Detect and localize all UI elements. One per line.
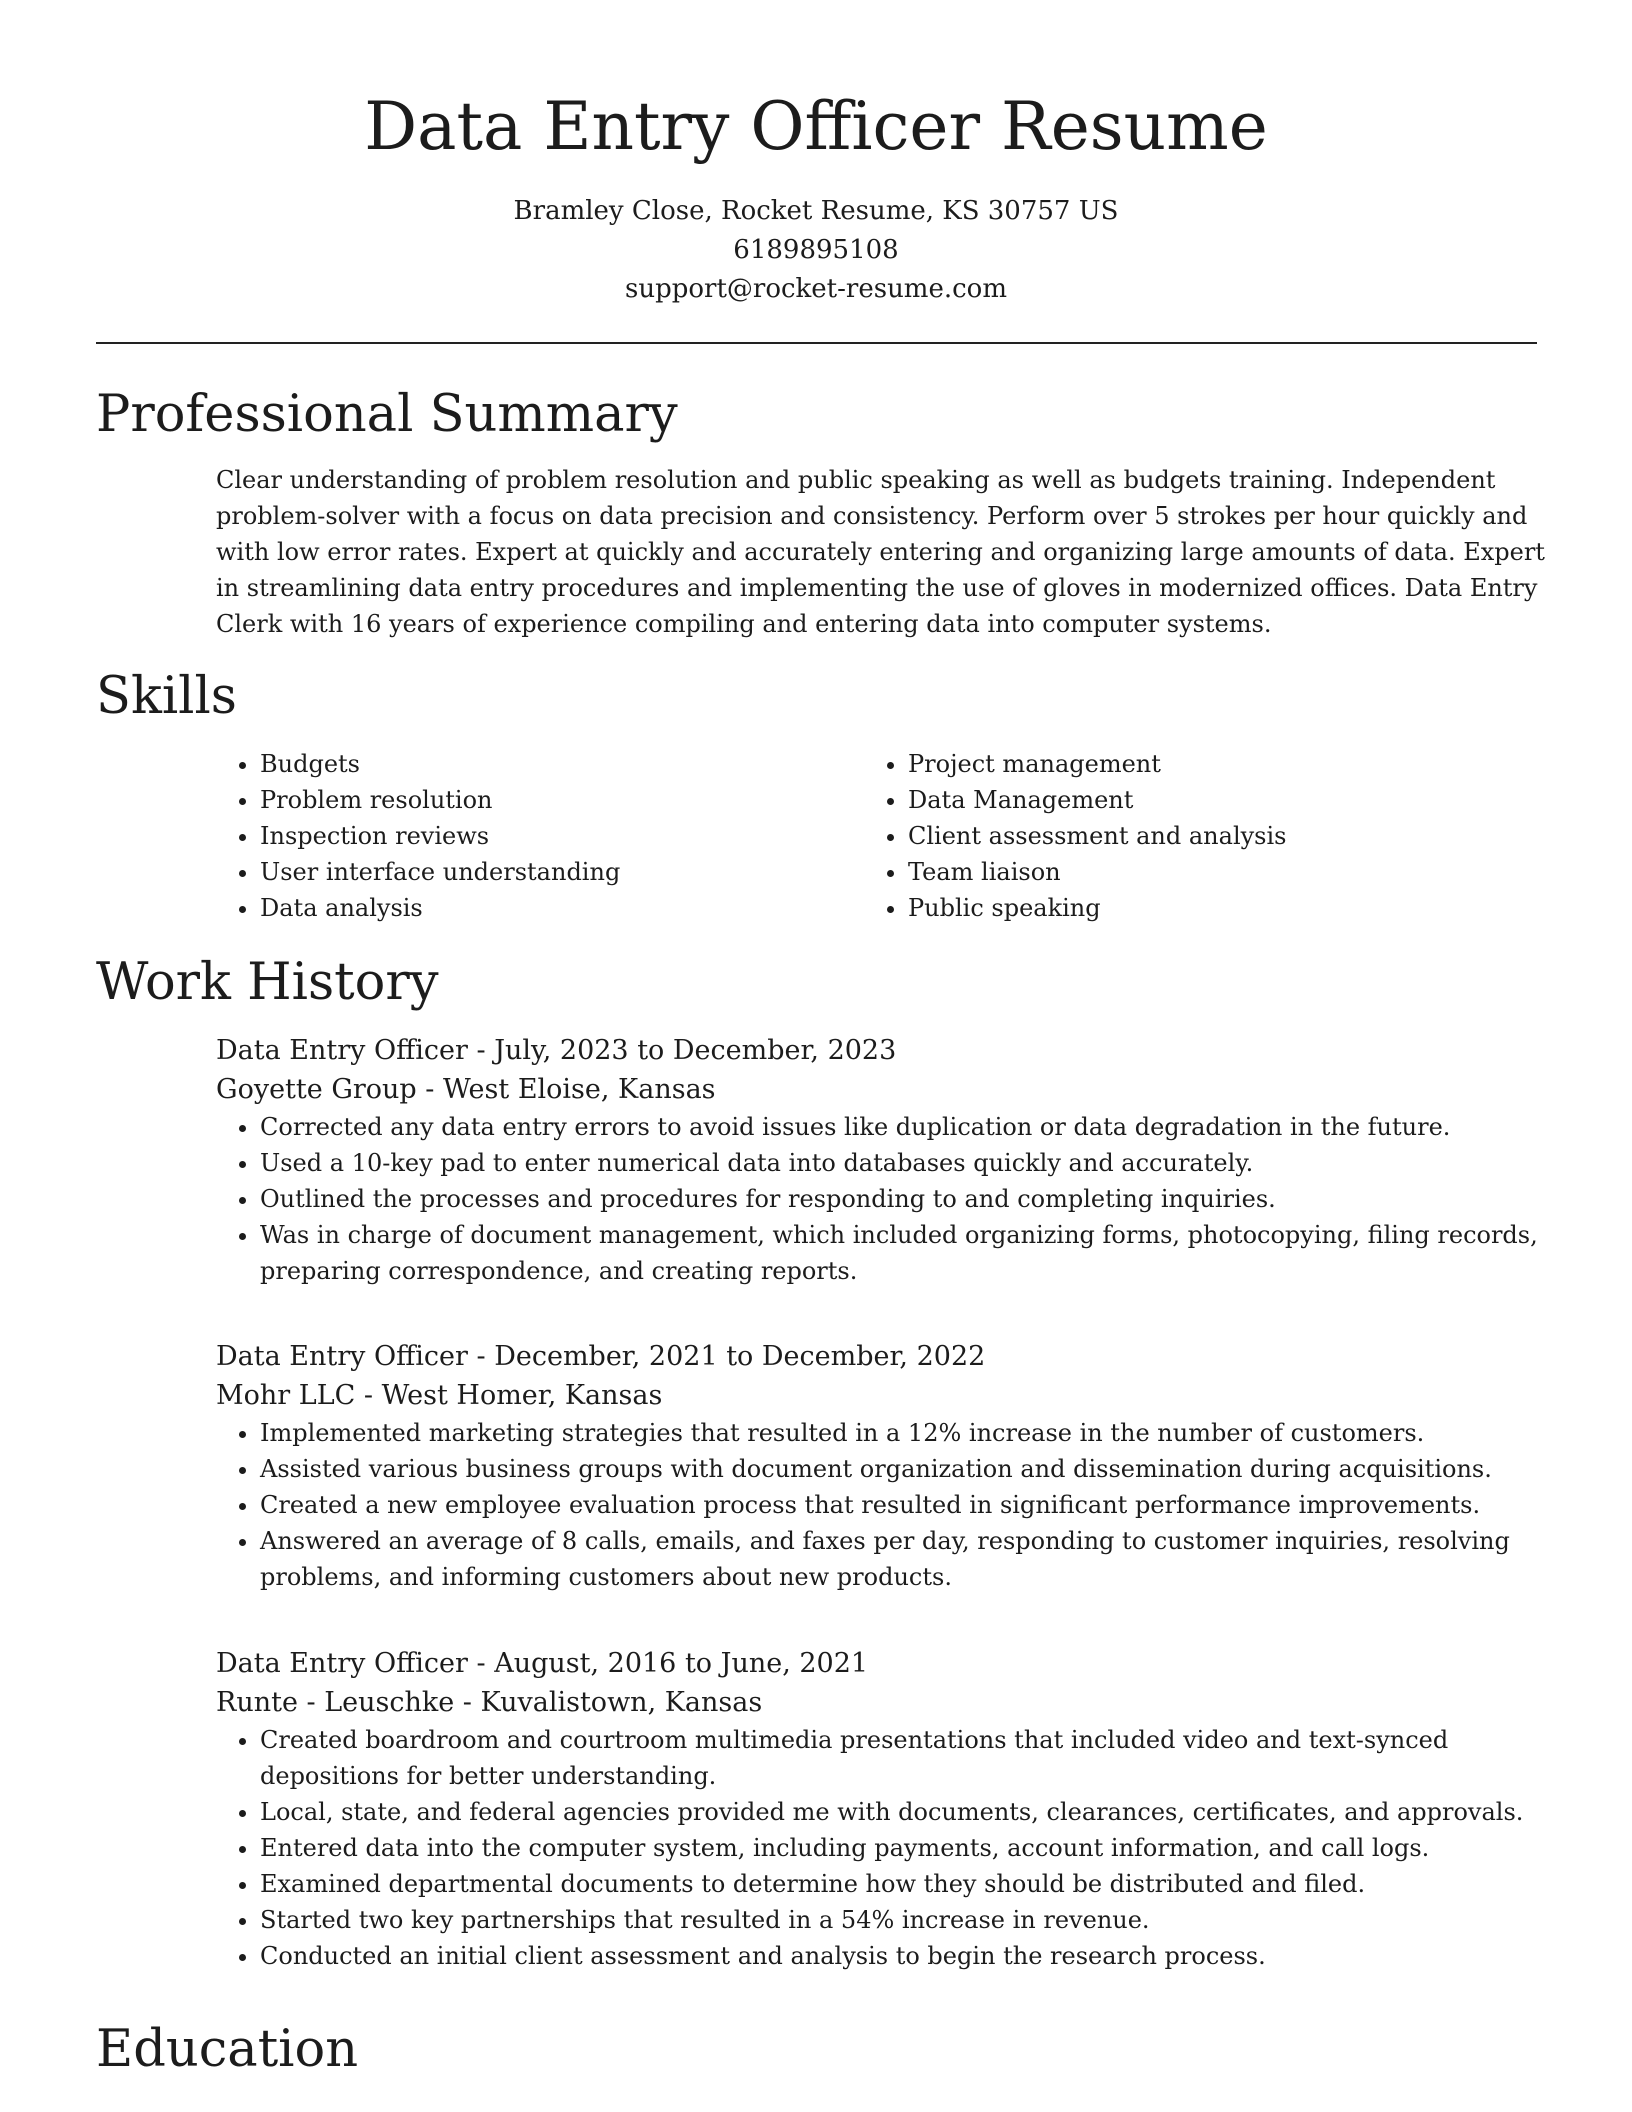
job-entry [216, 1644, 1546, 1974]
job-entry [216, 1337, 1546, 1595]
job-title-line: Data Entry Officer - August, 2016 to June, 2021 [216, 1648, 869, 1679]
job-title-line: Data Entry Officer - July, 2023 to December, 2023 [216, 1035, 897, 1066]
work-history-heading: Work History [96, 953, 439, 1012]
skill-item: • Data analysis [260, 890, 864, 926]
skill-item: • Team liaison [908, 854, 1512, 890]
skill-item: • Inspection reviews [260, 818, 864, 854]
contact-info [0, 192, 1632, 309]
job-bullet: • Created boardroom and courtroom multimedia presentations that included video and text-synced depositions for better understanding. [260, 1722, 1546, 1794]
job-bullet: • Started two key partnerships that resulted in a 54% increase in revenue. [260, 1902, 1546, 1938]
skills-column-left [216, 746, 864, 926]
email: support@rocket-resume.com [624, 274, 1007, 304]
skills-list [216, 746, 1546, 926]
job-bullet: • Answered an average of 8 calls, emails, and faxes per day, responding to customer inquiries, resolving problems, and informing customers about new products. [260, 1523, 1546, 1595]
job-bullet: • Entered data into the computer system, including payments, account information, and call logs. [260, 1830, 1546, 1866]
job-title-line: Data Entry Officer - December, 2021 to December, 2022 [216, 1341, 986, 1372]
job-bullet: • Created a new employee evaluation process that resulted in significant performance improvements. [260, 1487, 1546, 1523]
job-bullet: • Conducted an initial client assessment and analysis to begin the research process. [260, 1938, 1546, 1974]
skill-item: • Budgets [260, 746, 864, 782]
job-company-line: Mohr LLC - West Homer, Kansas [216, 1380, 663, 1411]
job-bullet: • Assisted various business groups with document organization and dissemination during acquisitions. [260, 1451, 1546, 1487]
job-bullet: • Examined departmental documents to determine how they should be distributed and filed. [260, 1866, 1546, 1902]
skill-item: • Problem resolution [260, 782, 864, 818]
phone: 6189895108 [733, 235, 899, 265]
job-bullets [216, 1722, 1546, 1974]
header-divider [96, 342, 1537, 344]
job-bullet: • Used a 10-key pad to enter numerical data into databases quickly and accurately. [260, 1145, 1546, 1181]
skill-item: • Client assessment and analysis [908, 818, 1512, 854]
job-bullet: • Local, state, and federal agencies provided me with documents, clearances, certificates, and approvals. [260, 1794, 1546, 1830]
skills-heading: Skills [96, 667, 237, 726]
job-company-line: Runte - Leuschke - Kuvalistown, Kansas [216, 1687, 763, 1718]
job-bullet: • Was in charge of document management, which included organizing forms, photocopying, filing records, preparing correspondence, and creating reports. [260, 1217, 1546, 1289]
resume-header [0, 0, 1632, 309]
job-bullets [216, 1109, 1546, 1289]
address: Bramley Close, Rocket Resume, KS 30757 US [513, 196, 1119, 226]
summary-text: Clear understanding of problem resolution and public speaking as well as budgets training. Independent problem-solver with a focus on data precision and consistency. Perform over 5 strokes per hour quickly and with low error rates. Expert at quickly and accurately entering and organizing large amounts of data. Expert in streamlining data entry procedures and implementing the use of gloves in modernized offices. Data Entry Clerk with 16 years of experience compiling and entering data into computer systems. [216, 466, 1545, 638]
skills-column-right [864, 746, 1512, 926]
job-entry [216, 1031, 1546, 1289]
job-company-line: Goyette Group - West Eloise, Kansas [216, 1074, 716, 1105]
summary-heading: Professional Summary [96, 385, 678, 444]
skill-item: • Project management [908, 746, 1512, 782]
job-bullet: • Implemented marketing strategies that resulted in a 12% increase in the number of customers. [260, 1415, 1546, 1451]
resume-title: Data Entry Officer Resume [364, 88, 1268, 165]
education-heading: Education [96, 2020, 359, 2079]
job-bullet: • Corrected any data entry errors to avoid issues like duplication or data degradation in the future. [260, 1109, 1546, 1145]
skill-item: • Public speaking [908, 890, 1512, 926]
job-bullet: • Outlined the processes and procedures for responding to and completing inquiries. [260, 1181, 1546, 1217]
skill-item: • Data Management [908, 782, 1512, 818]
job-bullets [216, 1415, 1546, 1595]
skill-item: • User interface understanding [260, 854, 864, 890]
